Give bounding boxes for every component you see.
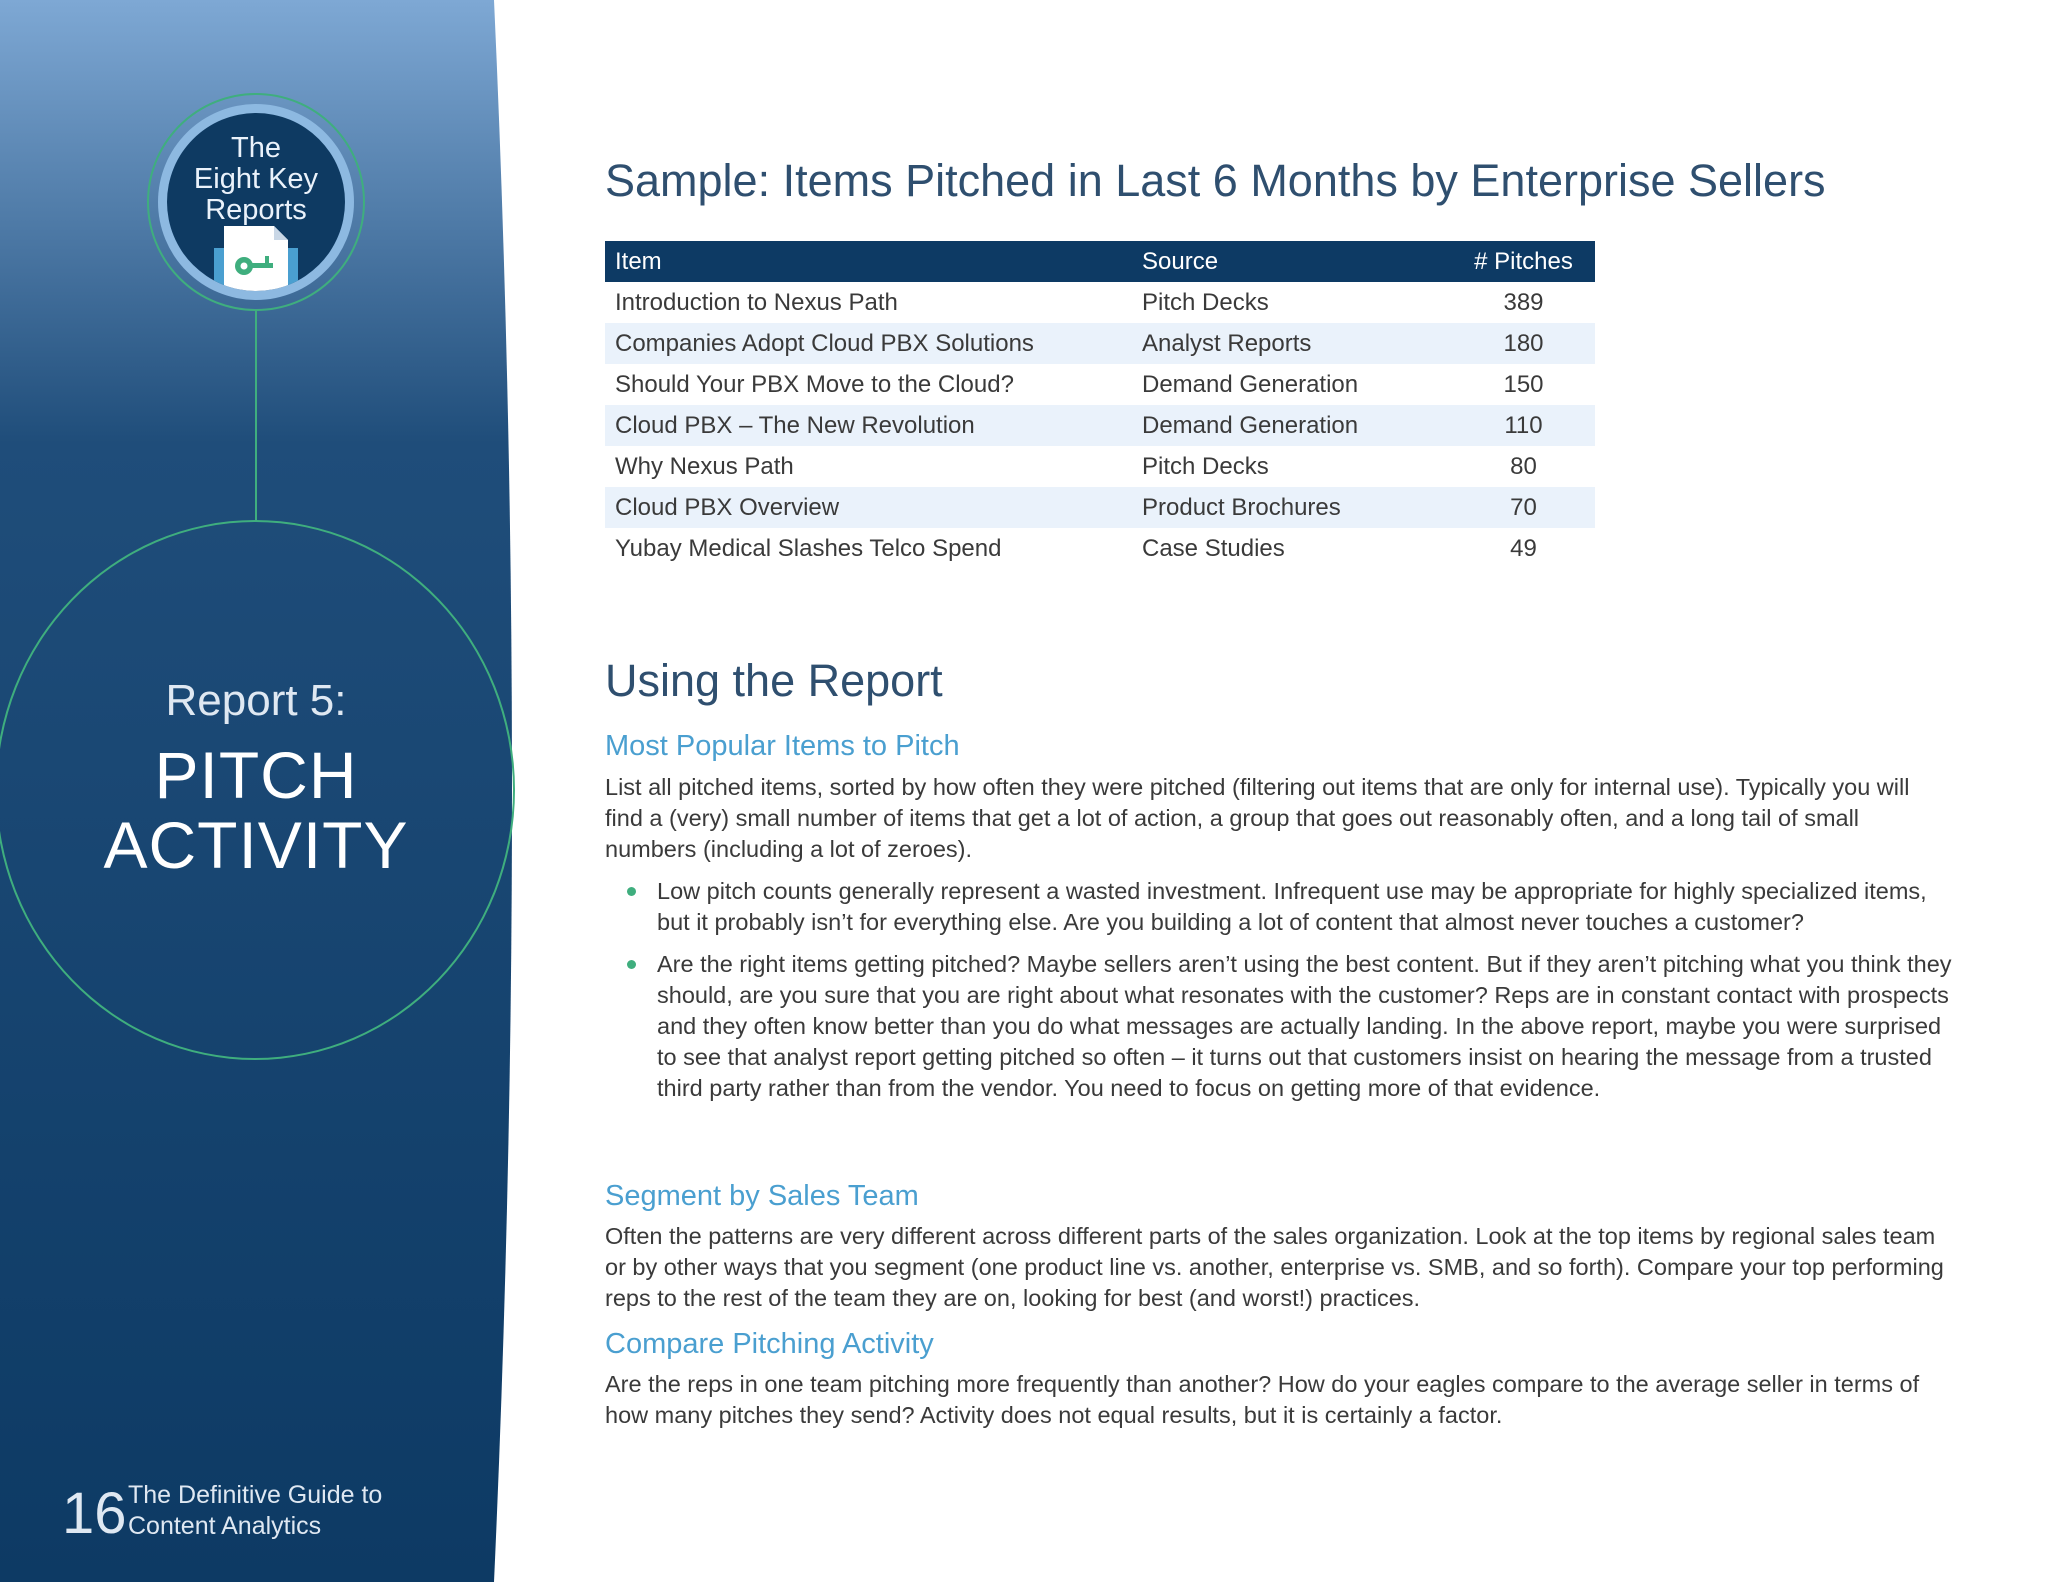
cell-pitches: 110 [1452, 405, 1595, 446]
guide-title-line-2: Content Analytics [128, 1512, 322, 1540]
cell-item: Companies Adopt Cloud PBX Solutions [605, 323, 1132, 364]
header-source: Source [1132, 241, 1452, 282]
table-row [605, 323, 1595, 364]
using-section-title: Using the Report [605, 655, 943, 706]
list-item [627, 876, 1952, 938]
list-item [627, 949, 1952, 1104]
bullet-text: Low pitch counts generally represent a wasted investment. Infrequent use may be appropriate for highly specialized items, but it probably isn’t for everything else. Are you building a lot of content that almost never touches a customer? [657, 878, 1927, 935]
cell-item: Cloud PBX Overview [605, 487, 1132, 528]
cell-pitches: 150 [1503, 370, 1544, 398]
pitch-table [605, 241, 1595, 569]
cell-item: Introduction to Nexus Path [615, 288, 898, 316]
cell-source: Demand Generation [1142, 370, 1359, 398]
cell-pitches: 80 [1510, 452, 1537, 480]
report-title-line-1: PITCH [154, 738, 358, 812]
bullet-dot-icon [627, 887, 636, 896]
segment-heading: Segment by Sales Team [605, 1180, 919, 1212]
table-header-row [605, 241, 1595, 282]
cell-source: Analyst Reports [1132, 323, 1452, 364]
cell-source: Demand Generation [1132, 405, 1452, 446]
cell-item: Cloud PBX – The New Revolution [605, 405, 1132, 446]
eight-key-reports-badge [147, 93, 365, 311]
compare-body: Are the reps in one team pitching more frequently than another? How do your eagles compare to the average seller in terms of how many pitches they send? Activity does not equal results, but it is certainly a factor. [605, 1371, 1920, 1428]
guide-title [128, 1480, 382, 1542]
cell-item: Why Nexus Path [615, 452, 794, 480]
table-row [605, 405, 1595, 446]
popular-body: List all pitched items, sorted by how often they were pitched (filtering out items that are only for internal use). Typically you will find a (very) small number of items that get a lot of action, a group that goes out reasonably often, and a long tail of small numbers (including a lot of zeroes). [605, 774, 1910, 862]
cell-item: Should Your PBX Move to the Cloud? [615, 370, 1014, 398]
cell-pitches: 70 [1452, 487, 1595, 528]
table-row [605, 282, 1595, 323]
popular-heading: Most Popular Items to Pitch [605, 730, 960, 762]
bullet-dot-icon [627, 960, 636, 969]
cell-source: Pitch Decks [1142, 452, 1269, 480]
header-pitches: # Pitches [1452, 241, 1595, 282]
cell-pitches: 180 [1452, 323, 1595, 364]
cell-source: Case Studies [1142, 534, 1285, 562]
report-title [0, 740, 512, 880]
connector-line [255, 311, 257, 522]
report-title-line-2: ACTIVITY [103, 808, 409, 882]
segment-body: Often the patterns are very different across different parts of the sales organization. Look at the top items by regional sales team or by other ways that you segment (one product line vs. another, enterprise vs. SMB, and so forth). Compare your top performing reps to the rest of the team they are on, looking for best (and worst!) practices. [605, 1223, 1944, 1311]
compare-heading: Compare Pitching Activity [605, 1328, 934, 1360]
cell-pitches: 389 [1503, 288, 1544, 316]
document-key-icon [214, 226, 298, 291]
table-row [605, 446, 1595, 487]
page-number: 16 [62, 1481, 127, 1546]
report-number-label: Report 5: [165, 676, 347, 725]
bullet-text: Are the right items getting pitched? Maybe sellers aren’t using the best content. But if they aren’t pitching what you think they should, are you sure that you are right about what resonates with the customer? Reps are in constant contact with prospects and they often know better than you do what messages are actually landing. In the above report, maybe you were surprised to see that analyst report getting pitched so often – it turns out that customers insist on hearing the message from a trusted third party rather than from the vendor. You need to focus on getting more of that evidence. [657, 951, 1952, 1101]
badge-text [167, 133, 345, 226]
guide-title-line-1: The Definitive Guide to [128, 1481, 383, 1509]
table-row [605, 487, 1595, 528]
badge-line-2: Eight Key [193, 163, 319, 195]
cell-source: Pitch Decks [1142, 288, 1269, 316]
cell-source: Product Brochures [1132, 487, 1452, 528]
sidebar [0, 0, 530, 1582]
badge-line-1: The [231, 132, 281, 164]
cell-item: Yubay Medical Slashes Telco Spend [615, 534, 1002, 562]
table-section-title: Sample: Items Pitched in Last 6 Months by Enterprise Sellers [605, 155, 1826, 206]
table-row [605, 364, 1595, 405]
header-item: Item [605, 241, 1132, 282]
cell-pitches: 49 [1510, 534, 1537, 562]
popular-bullet-list [627, 876, 1952, 1115]
badge-line-3: Reports [205, 194, 307, 226]
table-row [605, 528, 1595, 569]
